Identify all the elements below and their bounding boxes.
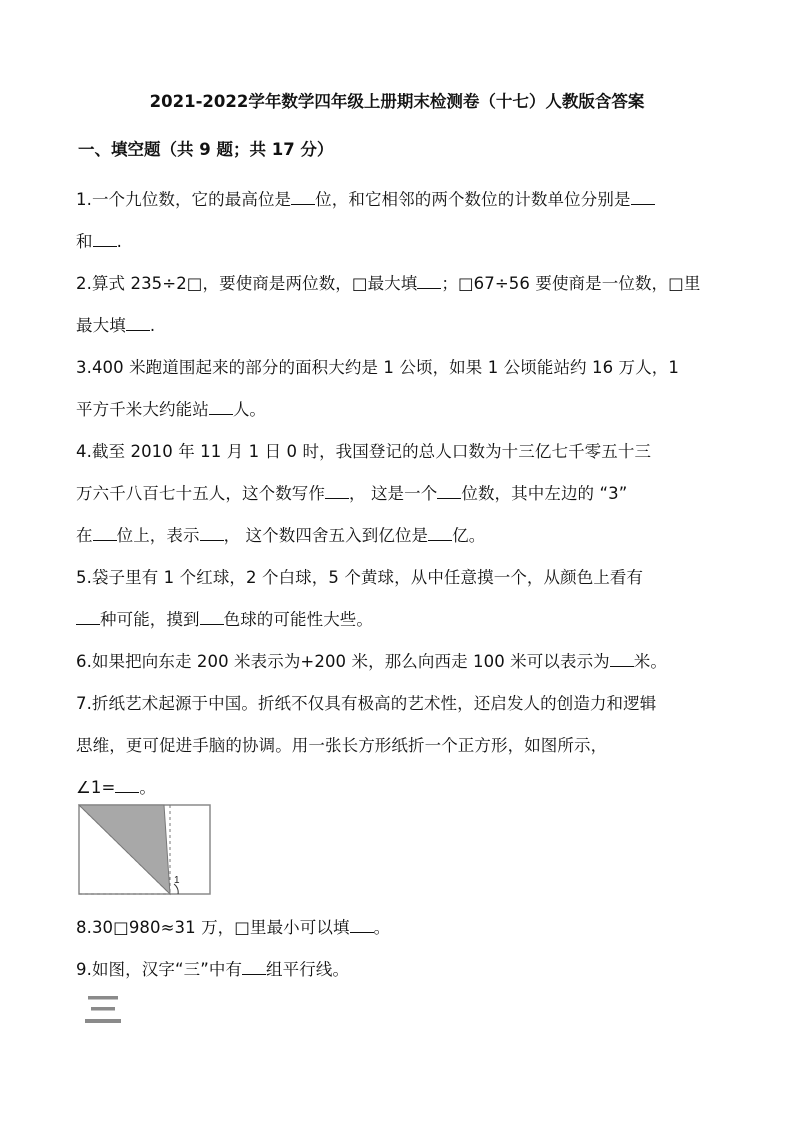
text: 位上，表示 bbox=[116, 526, 200, 545]
answer-blank[interactable] bbox=[200, 610, 224, 625]
section-heading: 一、填空题（共 9 题；共 17 分） bbox=[78, 140, 334, 159]
answer-blank[interactable] bbox=[93, 232, 117, 247]
text: 万六千八百七十五人，这个数写作 bbox=[76, 484, 325, 503]
text: 9.如图，汉字“三”中有 bbox=[76, 960, 243, 979]
question-5-line-1 bbox=[76, 564, 643, 588]
question-7-line-3 bbox=[76, 774, 156, 798]
text: 8.30□980≈31 万，□里最小可以填 bbox=[76, 918, 350, 937]
text: 。 bbox=[373, 918, 391, 937]
question-4-line-1 bbox=[76, 438, 651, 462]
text: 2.算式 235÷2□，要使商是两位数，□最大填 bbox=[76, 274, 418, 293]
text: 1.一个九位数，它的最高位是 bbox=[76, 190, 292, 209]
text: 组平行线。 bbox=[266, 960, 350, 979]
folded-triangle bbox=[79, 805, 170, 894]
text: ∠1= bbox=[76, 778, 116, 797]
bottom-stroke bbox=[85, 1019, 121, 1023]
answer-blank[interactable] bbox=[200, 526, 224, 541]
answer-blank[interactable] bbox=[242, 960, 266, 975]
text: 米。 bbox=[633, 652, 667, 671]
question-2-line-2 bbox=[76, 312, 155, 336]
text: 平方千米大约能站 bbox=[76, 400, 209, 419]
answer-blank[interactable] bbox=[610, 652, 634, 667]
top-stroke bbox=[88, 996, 118, 1000]
answer-blank[interactable] bbox=[350, 918, 374, 933]
question-4-line-2 bbox=[76, 480, 627, 504]
text: 6.如果把向东走 200 米表示为+200 米，那么向西走 100 米可以表示为 bbox=[76, 652, 610, 671]
angle-1-label: 1 bbox=[174, 875, 180, 886]
san-character-figure bbox=[84, 994, 124, 1026]
document-title: 2021-2022学年数学四年级上册期末检测卷（十七）人教版含答案 bbox=[149, 92, 645, 111]
text: 色球的可能性大些。 bbox=[223, 610, 374, 629]
text: 最大填 bbox=[76, 316, 126, 335]
text: 4.截至 2010 年 11 月 1 日 0 时，我国登记的总人口数为十三亿七千零五十三 bbox=[76, 442, 652, 461]
text: . bbox=[116, 232, 122, 251]
text: 和 bbox=[76, 232, 93, 251]
answer-blank[interactable] bbox=[126, 316, 150, 331]
question-6-line-1 bbox=[76, 648, 667, 672]
text: 种可能，摸到 bbox=[100, 610, 200, 629]
question-7-line-2 bbox=[76, 732, 607, 756]
answer-blank[interactable] bbox=[115, 778, 139, 793]
text: 人。 bbox=[232, 400, 267, 419]
answer-blank[interactable] bbox=[631, 190, 655, 205]
text: ；□67÷56 要使商是一位数，□里 bbox=[441, 274, 701, 293]
answer-blank[interactable] bbox=[93, 526, 117, 541]
question-3-line-2 bbox=[76, 396, 266, 420]
question-2-line-1 bbox=[76, 270, 700, 294]
answer-blank[interactable] bbox=[437, 484, 461, 499]
answer-blank[interactable] bbox=[325, 484, 349, 499]
text: 3.400 米跑道围起来的部分的面积大约是 1 公顷，如果 1 公顷能站约 16 万人，1 bbox=[76, 358, 679, 377]
question-8-line-1 bbox=[76, 914, 390, 938]
answer-blank[interactable] bbox=[76, 610, 100, 625]
text: ， 这是一个 bbox=[349, 484, 438, 503]
text: 位数，其中左边的 “3” bbox=[461, 484, 628, 503]
text: 在 bbox=[76, 526, 93, 545]
middle-stroke bbox=[91, 1007, 115, 1011]
answer-blank[interactable] bbox=[428, 526, 452, 541]
text: 亿。 bbox=[452, 526, 486, 545]
question-1-line-2 bbox=[76, 228, 122, 252]
question-5-line-2 bbox=[76, 606, 373, 630]
question-7-line-1 bbox=[76, 690, 656, 714]
answer-blank[interactable] bbox=[417, 274, 441, 289]
text: 7.折纸艺术起源于中国。折纸不仅具有极高的艺术性，还启发人的创造力和逻辑 bbox=[76, 694, 657, 713]
answer-blank[interactable] bbox=[291, 190, 315, 205]
text: 。 bbox=[139, 778, 157, 797]
text: 位，和它相邻的两个数位的计数单位分别是 bbox=[315, 190, 631, 209]
question-1-line-1 bbox=[76, 186, 655, 210]
answer-blank[interactable] bbox=[209, 400, 233, 415]
question-3-line-1 bbox=[76, 354, 679, 378]
text: 5.袋子里有 1 个红球，2 个白球，5 个黄球，从中任意摸一个，从颜色上看有 bbox=[76, 568, 644, 587]
text: ， 这个数四舍五入到亿位是 bbox=[223, 526, 429, 545]
text: . bbox=[149, 316, 156, 335]
folded-paper-figure bbox=[78, 804, 212, 896]
question-9-line-1 bbox=[76, 956, 349, 980]
text: 思维，更可促进手脑的协调。用一张长方形纸折一个正方形，如图所示， bbox=[76, 736, 608, 755]
question-4-line-3 bbox=[76, 522, 485, 546]
